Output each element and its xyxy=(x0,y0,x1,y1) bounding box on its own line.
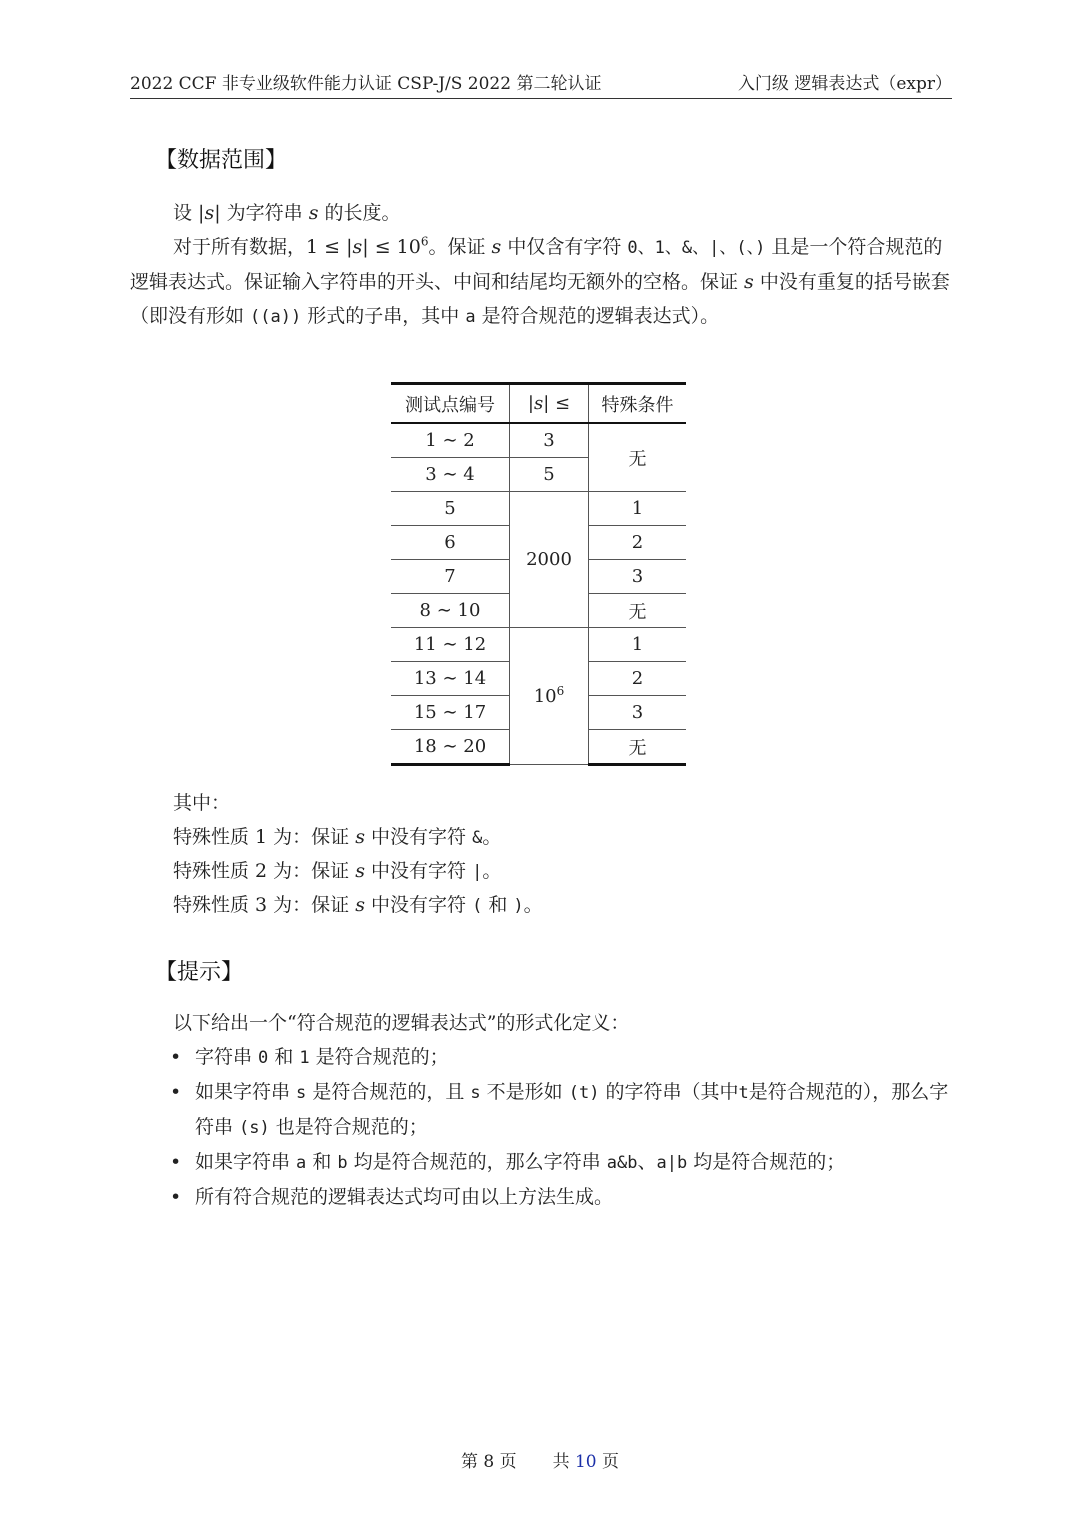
text-fragment: 特殊性质 1 为：保证 xyxy=(173,826,356,848)
text-fragment: 中没有字符 xyxy=(364,826,473,848)
table-cell-id: 8 ∼ 10 xyxy=(391,594,510,628)
code-char: | xyxy=(472,862,483,882)
code-char: ( xyxy=(472,896,483,916)
text-fragment: 中仅含有字符 xyxy=(501,236,628,258)
code-char: t xyxy=(738,1083,749,1103)
code-example: a|b xyxy=(656,1153,688,1173)
list-item xyxy=(130,1040,952,1075)
code-char: 1 xyxy=(299,1048,310,1068)
text-fragment: 和 xyxy=(306,1151,338,1173)
table-cell-id: 5 xyxy=(391,492,510,526)
header-contest-title: 2022 CCF 非专业级软件能力认证 CSP-J/S 2022 第二轮认证 xyxy=(130,74,602,94)
table-cell-cond: 3 xyxy=(589,560,687,594)
math-var: s xyxy=(355,826,365,848)
math-var: s xyxy=(308,202,319,224)
text-fragment: 且是一个符合规范的逻辑表达式。保证输入字符串的开头、中间和结尾均无额外的空格。保证 xyxy=(130,236,943,293)
math-length: |s| xyxy=(198,202,221,224)
text-fragment: ≤ 10 xyxy=(368,236,421,258)
math-var: s xyxy=(744,271,754,293)
text-fragment: 中没有字符 xyxy=(364,894,473,916)
table-cell-len-base: 10 xyxy=(533,685,557,707)
table-cell-id: 6 xyxy=(391,526,510,560)
page-header xyxy=(130,72,952,99)
table-cell-id: 3 ∼ 4 xyxy=(391,458,510,492)
page-number: 第 8 页 xyxy=(460,1452,517,1472)
table-header: 测试点编号 xyxy=(391,384,510,424)
code-char: 0 xyxy=(258,1048,269,1068)
text-fragment: 的长度。 xyxy=(318,202,401,224)
text-fragment: 形式的子串，其中 xyxy=(301,305,466,327)
total-label: 页 xyxy=(596,1452,620,1472)
data-range-paragraph-1 xyxy=(130,196,952,230)
text-fragment: 特殊性质 2 为：保证 xyxy=(173,860,356,882)
text-fragment: 不是形如 xyxy=(480,1081,569,1103)
table-cell-id: 1 ∼ 2 xyxy=(391,423,510,458)
code-char: s xyxy=(296,1083,307,1103)
text-fragment: 是符合规范的逻辑表达式）。 xyxy=(475,305,720,327)
bullet-icon: • xyxy=(170,1186,182,1208)
table-row xyxy=(391,628,686,662)
test-case-table xyxy=(391,382,686,766)
text-fragment: 的字符串（其中 xyxy=(599,1081,739,1103)
total-label: 共 xyxy=(552,1452,575,1472)
text-fragment: 均是符合规范的； xyxy=(687,1151,846,1173)
table-cell-cond: 3 xyxy=(589,696,687,730)
data-range-paragraph-2 xyxy=(130,230,952,334)
hint-list xyxy=(130,1040,952,1214)
table-header-row xyxy=(391,384,686,424)
text-fragment: 是符合规范的），那么字符串 xyxy=(195,1081,949,1138)
text-fragment: 为字符串 xyxy=(220,202,309,224)
table-row xyxy=(391,423,686,458)
property-2 xyxy=(173,854,501,889)
table-cell-id: 18 ∼ 20 xyxy=(391,730,510,765)
text-fragment: 如果字符串 xyxy=(195,1081,297,1103)
list-item xyxy=(130,1180,952,1214)
text-fragment: 。保证 xyxy=(428,236,492,258)
text-fragment: 也是符合规范的； xyxy=(269,1116,428,1138)
table-cell-len xyxy=(510,628,589,765)
code-example: ((a)) xyxy=(250,307,302,327)
code-char: b xyxy=(337,1153,348,1173)
property-1 xyxy=(173,820,501,855)
text-fragment: 。 xyxy=(482,826,502,848)
table-cell-cond: 2 xyxy=(589,662,687,696)
text-fragment: 。 xyxy=(523,894,543,916)
table-cell-id: 11 ∼ 12 xyxy=(391,628,510,662)
property-3 xyxy=(173,888,543,923)
text-fragment: 设 xyxy=(173,202,199,224)
data-range-title: 【数据范围】 xyxy=(155,148,288,173)
bullet-icon: • xyxy=(170,1151,182,1173)
code-chars: 0、1、&、|、(、) xyxy=(627,238,766,258)
code-example: a xyxy=(465,307,476,327)
hint-intro: 以下给出一个“符合规范的逻辑表达式”的形式化定义： xyxy=(173,1012,630,1034)
table-cell-len: 3 xyxy=(510,423,589,458)
text-fragment: 中没有重复的括号嵌套（即没有形如 xyxy=(130,271,950,327)
table-cell-cond: 无 xyxy=(589,730,687,765)
code-char: ) xyxy=(513,896,524,916)
text-fragment: 均是符合规范的，那么字符串 xyxy=(347,1151,607,1173)
table-row xyxy=(391,492,686,526)
exponent: 6 xyxy=(420,234,429,249)
code-example: (s) xyxy=(239,1118,270,1138)
code-example: a&b xyxy=(606,1153,638,1173)
text-fragment: 字符串 xyxy=(195,1046,259,1068)
properties-intro: 其中： xyxy=(173,792,231,814)
text-fragment: 所有符合规范的逻辑表达式均可由以上方法生成。 xyxy=(195,1186,614,1208)
total-pages-link[interactable]: 10 xyxy=(574,1452,597,1472)
math-length: |s| xyxy=(346,236,369,258)
table-cell-id: 15 ∼ 17 xyxy=(391,696,510,730)
list-item xyxy=(130,1075,952,1145)
table-cell-len: 2000 xyxy=(510,492,589,628)
table-cell-len: 5 xyxy=(510,458,589,492)
table-header xyxy=(510,384,589,424)
math-var: s xyxy=(355,860,365,882)
table-cell-cond: 1 xyxy=(589,492,687,526)
text-fragment: 如果字符串 xyxy=(195,1151,297,1173)
header-problem-title: 入门级 逻辑表达式（expr） xyxy=(737,74,952,94)
text-fragment: 是符合规范的，且 xyxy=(306,1081,471,1103)
text-fragment: 特殊性质 3 为：保证 xyxy=(173,894,356,916)
table-cell-cond: 无 xyxy=(589,423,687,492)
bullet-icon: • xyxy=(170,1046,182,1068)
text-fragment: 和 xyxy=(482,894,514,916)
table-cell-cond: 1 xyxy=(589,628,687,662)
page-footer xyxy=(0,1450,1080,1474)
table-cell-cond: 无 xyxy=(589,594,687,628)
table-cell-id: 13 ∼ 14 xyxy=(391,662,510,696)
bullet-icon: • xyxy=(170,1081,182,1103)
list-item xyxy=(130,1145,952,1180)
table-header: 特殊条件 xyxy=(589,384,687,424)
text-fragment: 是符合规范的； xyxy=(309,1046,449,1068)
math-var: s xyxy=(355,894,365,916)
text-fragment: 。 xyxy=(482,860,502,882)
math-var: s xyxy=(491,236,502,258)
table-cell-cond: 2 xyxy=(589,526,687,560)
table-cell-id: 7 xyxy=(391,560,510,594)
code-char: s xyxy=(470,1083,481,1103)
text-fragment: 、 xyxy=(637,1151,657,1173)
code-char: a xyxy=(296,1153,307,1173)
code-char: & xyxy=(472,828,483,848)
code-example: (t) xyxy=(568,1083,600,1103)
text-fragment: 中没有字符 xyxy=(364,860,473,882)
hint-title: 【提示】 xyxy=(155,960,244,985)
text-fragment: 对于所有数据，1 ≤ xyxy=(173,236,347,258)
text-fragment: 和 xyxy=(268,1046,300,1068)
exponent: 6 xyxy=(556,683,565,698)
table-header-text: |s| ≤ xyxy=(527,393,571,414)
